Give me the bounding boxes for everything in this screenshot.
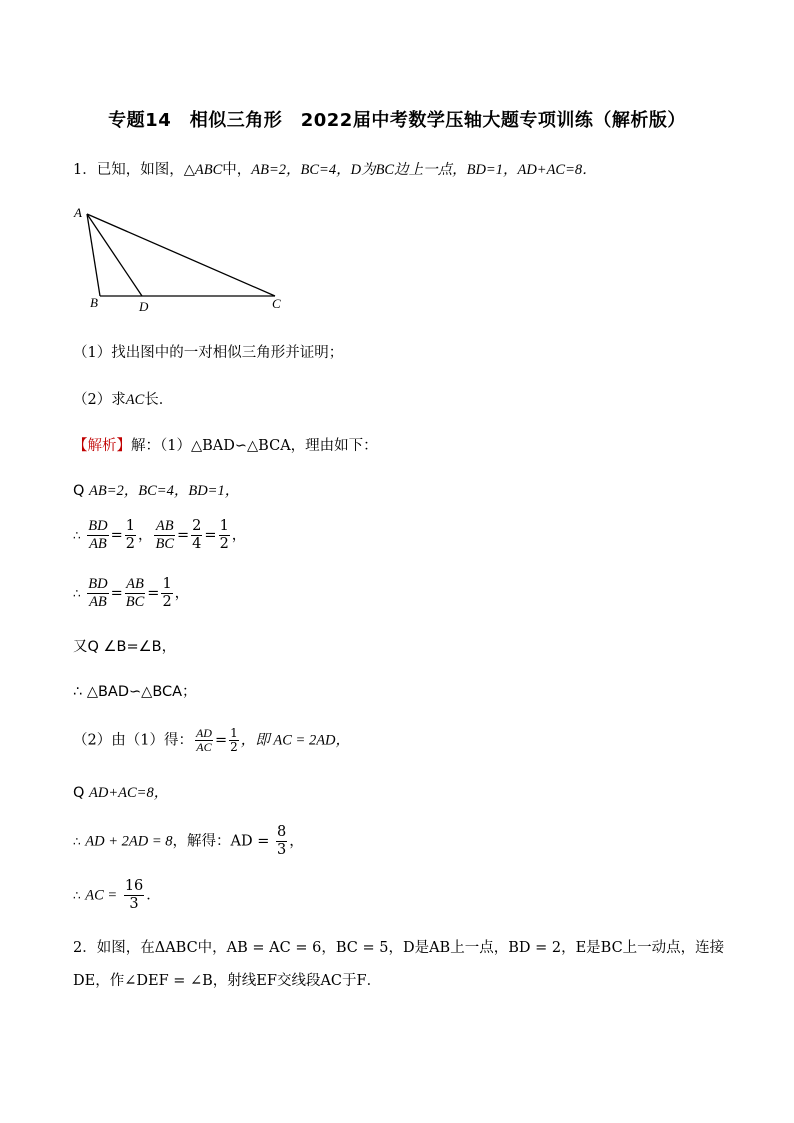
therefore-symbol: ∴ — [73, 888, 81, 903]
frac-ab-bc — [125, 576, 146, 611]
frac-ab-bc — [154, 518, 175, 553]
frac-half-small — [229, 727, 239, 754]
therefore-symbol: ∴ — [73, 586, 81, 601]
frac-num: 1 — [125, 518, 135, 534]
label-a: A — [74, 205, 82, 220]
ratio-line-1 — [73, 518, 246, 553]
answer-lhs: AC = — [85, 887, 118, 904]
equals: = — [110, 585, 123, 602]
frac-2-4 — [191, 518, 202, 553]
given-values: AB=2，BC=4，BD=1， — [89, 483, 240, 499]
frac-den: BC — [155, 536, 175, 552]
solve-equation: AD + 2AD = 8 — [85, 833, 173, 850]
sum-line — [73, 783, 168, 803]
therefore-symbol: ∴ — [73, 528, 81, 543]
frac-num: AB — [155, 518, 174, 534]
frac-den: 3 — [276, 842, 287, 858]
q1-part2 — [73, 390, 173, 410]
solve-line — [73, 824, 304, 859]
given-line — [73, 481, 239, 501]
solution-intro — [73, 436, 378, 456]
frac-ad-ac — [195, 727, 213, 754]
frac-num: AD — [195, 726, 212, 740]
frac-den: 2 — [125, 536, 135, 552]
equals: = — [214, 732, 228, 749]
frac-num: 2 — [192, 518, 202, 534]
solve-result-pre: ，解得：AD = — [172, 833, 270, 850]
comma: ， — [231, 527, 247, 544]
frac-num: 16 — [124, 878, 144, 894]
frac-8-3 — [276, 824, 287, 859]
q1-stem — [73, 160, 597, 180]
label-b: B — [90, 295, 98, 310]
frac-num: 8 — [276, 824, 287, 840]
edge-ab — [87, 214, 100, 296]
equals: = — [204, 527, 217, 544]
q1-part2-var: AC — [125, 392, 145, 408]
q1-part2-post: 长． — [144, 392, 174, 408]
frac-den: BC — [125, 594, 145, 610]
frac-den: 2 — [162, 594, 172, 610]
q1-stem-mid: 中， — [222, 162, 252, 178]
part2-solution — [73, 727, 350, 754]
q2-line-2: DE，作∠DEF = ∠B，射线EF交线段AC于F． — [73, 973, 382, 989]
frac-num: BD — [88, 576, 108, 592]
answer-line — [73, 878, 161, 913]
frac-num: 1 — [219, 518, 229, 534]
equals: = — [110, 527, 123, 544]
label-c: C — [272, 296, 281, 311]
q2-line-1: 2．如图，在ΔABC中，AB = AC = 6，BC = 5，D是AB上一点，BD = 2，E是BC上一动点，连接 — [73, 940, 725, 956]
frac-half-2 — [219, 518, 230, 553]
frac-half — [125, 518, 136, 553]
because-symbol: Q — [73, 785, 85, 801]
frac-den: AB — [89, 536, 107, 552]
q1-number: 1． — [73, 162, 97, 178]
part2-pre: （2）由（1）得： — [73, 732, 193, 749]
similar-conclusion: ∴ △BAD∽△BCA； — [73, 684, 197, 700]
frac-num: BD — [88, 518, 108, 534]
frac-bd-ab — [87, 518, 108, 553]
comma: ， — [174, 585, 190, 602]
frac-den: 2 — [230, 740, 238, 754]
page-title: 专题14 相似三角形 2022届中考数学压轴大题专项训练（解析版） — [108, 110, 686, 131]
frac-den: AB — [89, 594, 107, 610]
frac-half — [161, 576, 172, 611]
label-d: D — [139, 299, 149, 314]
frac-den: 2 — [219, 536, 229, 552]
frac-den: 4 — [192, 536, 202, 552]
equals: = — [177, 527, 190, 544]
because-symbol: Q — [73, 483, 85, 499]
therefore-symbol: ∴ — [73, 834, 81, 849]
comma: ， — [289, 833, 304, 850]
equals: = — [147, 585, 160, 602]
sum-equation: AD+AC=8， — [89, 785, 169, 801]
solution-line-1: 解：（1）△BAD∽△BCA，理由如下： — [131, 438, 378, 454]
frac-num: 1 — [162, 576, 172, 592]
q1-part2-pre: （2）求 — [73, 392, 126, 408]
frac-num: 1 — [230, 726, 238, 740]
solution-tag: 【解析】 — [73, 438, 131, 454]
frac-den: AC — [196, 740, 212, 754]
ratio-line-2 — [73, 576, 189, 611]
period: ． — [146, 887, 161, 904]
q1-stem-pre: 已知，如图，△ — [96, 162, 195, 178]
q1-given: AB=2，BC=4，D为BC边上一点，BD=1，AD+AC=8． — [251, 162, 597, 178]
q1-triangle: ABC — [194, 162, 223, 178]
part2-post: ，即 AC = 2AD， — [240, 732, 351, 749]
frac-bd-ab — [87, 576, 108, 611]
frac-16-3 — [124, 878, 144, 913]
frac-den: 3 — [129, 896, 139, 912]
triangle-figure — [70, 200, 300, 315]
angle-line: 又Q ∠B=∠B， — [73, 639, 177, 655]
q1-part1: （1）找出图中的一对相似三角形并证明； — [73, 345, 344, 361]
frac-num: AB — [126, 576, 144, 592]
comma: ， — [137, 527, 153, 544]
